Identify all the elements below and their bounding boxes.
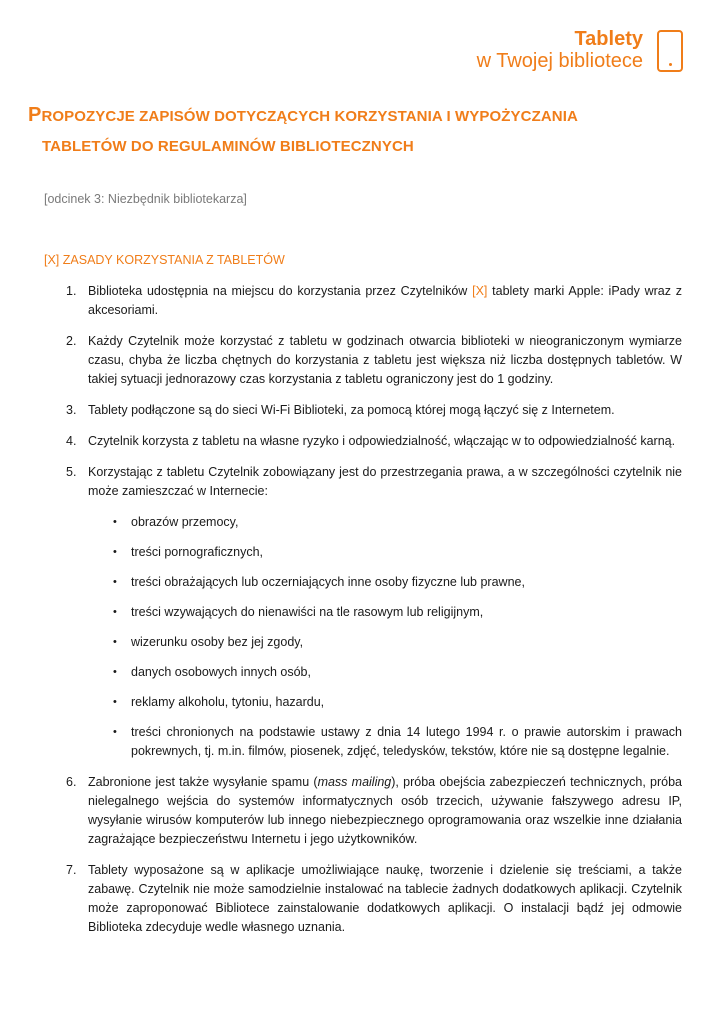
- rule-2: [44, 332, 682, 389]
- list-item-text: obrazów przemocy,: [131, 515, 239, 529]
- bullet-icon: •: [113, 576, 117, 588]
- placeholder-marker: [X]: [472, 284, 488, 298]
- page-title: [28, 100, 678, 162]
- list-item: [88, 663, 682, 682]
- rule-number: 5.: [66, 465, 77, 479]
- rule-text-continued: ), próba obejścia zabezpieczeń technicznych, próba nielegalnego wejścia do systemów informatycznych osób trzecich, używanie fałszywego adresu IP, wysyłanie wirusów komputerów lub innego niebezpiecznego oprogramowania oraz wszelkie inne działania zagrażające bezpieczeństwu Internetu i jego użytkowników.: [88, 775, 682, 846]
- rule-text: Zabronione jest także wysyłanie spamu (: [88, 775, 318, 789]
- rule-6: [44, 773, 682, 849]
- rule-number: 7.: [66, 863, 77, 877]
- rule-number: 4.: [66, 434, 77, 448]
- rule-italic-term: mass mailing: [317, 775, 392, 789]
- rule-text: Biblioteka udostępnia na miejscu do korzystania przez Czytelników: [88, 284, 473, 298]
- rule-1: [44, 282, 682, 320]
- rule-text: Tablety podłączone są do sieci Wi-Fi Biblioteki, za pomocą której mogą łączyć się z Internetem.: [88, 403, 615, 417]
- bullet-icon: •: [113, 606, 117, 618]
- tablet-icon: [657, 30, 683, 72]
- bullet-icon: •: [113, 636, 117, 648]
- tablet-home-dot: [669, 63, 672, 66]
- rule-4: [44, 432, 682, 451]
- rule-number: 2.: [66, 334, 77, 348]
- episode-label: [odcinek 3: Niezbędnik bibliotekarza]: [44, 192, 247, 206]
- list-item: [88, 723, 682, 761]
- rule-number: 1.: [66, 284, 77, 298]
- section-heading: [X] ZASADY KORZYSTANIA Z TABLETÓW: [44, 253, 285, 267]
- list-item-text: reklamy alkoholu, tytoniu, hazardu,: [131, 695, 325, 709]
- list-item-text: treści wzywających do nienawiści na tle rasowym lub religijnym,: [131, 605, 484, 619]
- bullet-icon: •: [113, 726, 117, 738]
- list-item-text: treści chronionych na podstawie ustawy z dnia 14 lutego 1994 r. o prawie autorskim i prawach pokrewnych, tj. m.in. filmów, piosenek, zdjęć, teledysków, tekstów, które nie są dostępne legalnie.: [131, 725, 682, 758]
- list-item: [88, 693, 682, 712]
- list-item: [88, 513, 682, 532]
- rule-text: Każdy Czytelnik może korzystać z tabletu w godzinach otwarcia biblioteki w nieograniczonym wymiarze czasu, chyba że liczba chętnych do korzystania z tabletu jest większa niż liczba dostępnych tabletów. W takiej sytuacji jednorazowy czas korzystania z tabletu ograniczony jest do 1 godziny.: [88, 334, 682, 386]
- rule-text: Czytelnik korzysta z tabletu na własne ryzyko i odpowiedzialność, włączając w to odpowiedzialność karną.: [88, 434, 676, 448]
- list-item-text: treści obrażających lub oczerniających inne osoby fizyczne lub prawne,: [131, 575, 525, 589]
- prohibited-content-list: [88, 513, 682, 761]
- rule-number: 6.: [66, 775, 77, 789]
- logo-title: Tablety: [574, 28, 643, 50]
- bullet-icon: •: [113, 546, 117, 558]
- bullet-icon: •: [113, 516, 117, 528]
- list-item: [88, 573, 682, 592]
- rules-list: [44, 282, 682, 949]
- title-initial: P: [28, 104, 42, 126]
- list-item-text: wizerunku osoby bez jej zgody,: [131, 635, 304, 649]
- rule-number: 3.: [66, 403, 77, 417]
- rule-text: Korzystając z tabletu Czytelnik zobowiązany jest do przestrzegania prawa, a w szczególności czytelnik nie może zamieszczać w Internecie:: [88, 465, 682, 498]
- rule-5: [44, 463, 682, 761]
- logo: [477, 28, 683, 72]
- title-line-2: TABLETÓW DO REGULAMINÓW BIBLIOTECZNYCH: [42, 138, 414, 155]
- list-item: [88, 603, 682, 622]
- rule-text-continued: tablety marki Apple: iPady wraz z akcesoriami.: [88, 284, 682, 317]
- list-item-text: danych osobowych innych osób,: [131, 665, 311, 679]
- logo-subtitle: w Twojej bibliotece: [476, 50, 643, 72]
- rule-3: [44, 401, 682, 420]
- rule-7: [44, 861, 682, 937]
- logo-text: [477, 28, 643, 72]
- bullet-icon: •: [113, 696, 117, 708]
- bullet-icon: •: [113, 666, 117, 678]
- list-item: [88, 543, 682, 562]
- rule-text: Tablety wyposażone są w aplikacje umożliwiające naukę, tworzenie i dzielenie się treściami, a także zabawę. Czytelnik nie może samodzielnie instalować na tablecie żadnych dodatkowych aplikacji. Czytelnik może zaproponować Bibliotece zainstalowanie dodatkowych aplikacji. O instalacji bądź jej odmowie Biblioteka zdecyduje wedle własnego uznania.: [88, 863, 682, 934]
- list-item-text: treści pornograficznych,: [131, 545, 264, 559]
- title-line-1-text: ROPOZYCJE ZAPISÓW DOTYCZĄCYCH KORZYSTANIA I WYPOŻYCZANIA: [41, 108, 578, 125]
- list-item: [88, 633, 682, 652]
- title-line-1: [28, 100, 678, 132]
